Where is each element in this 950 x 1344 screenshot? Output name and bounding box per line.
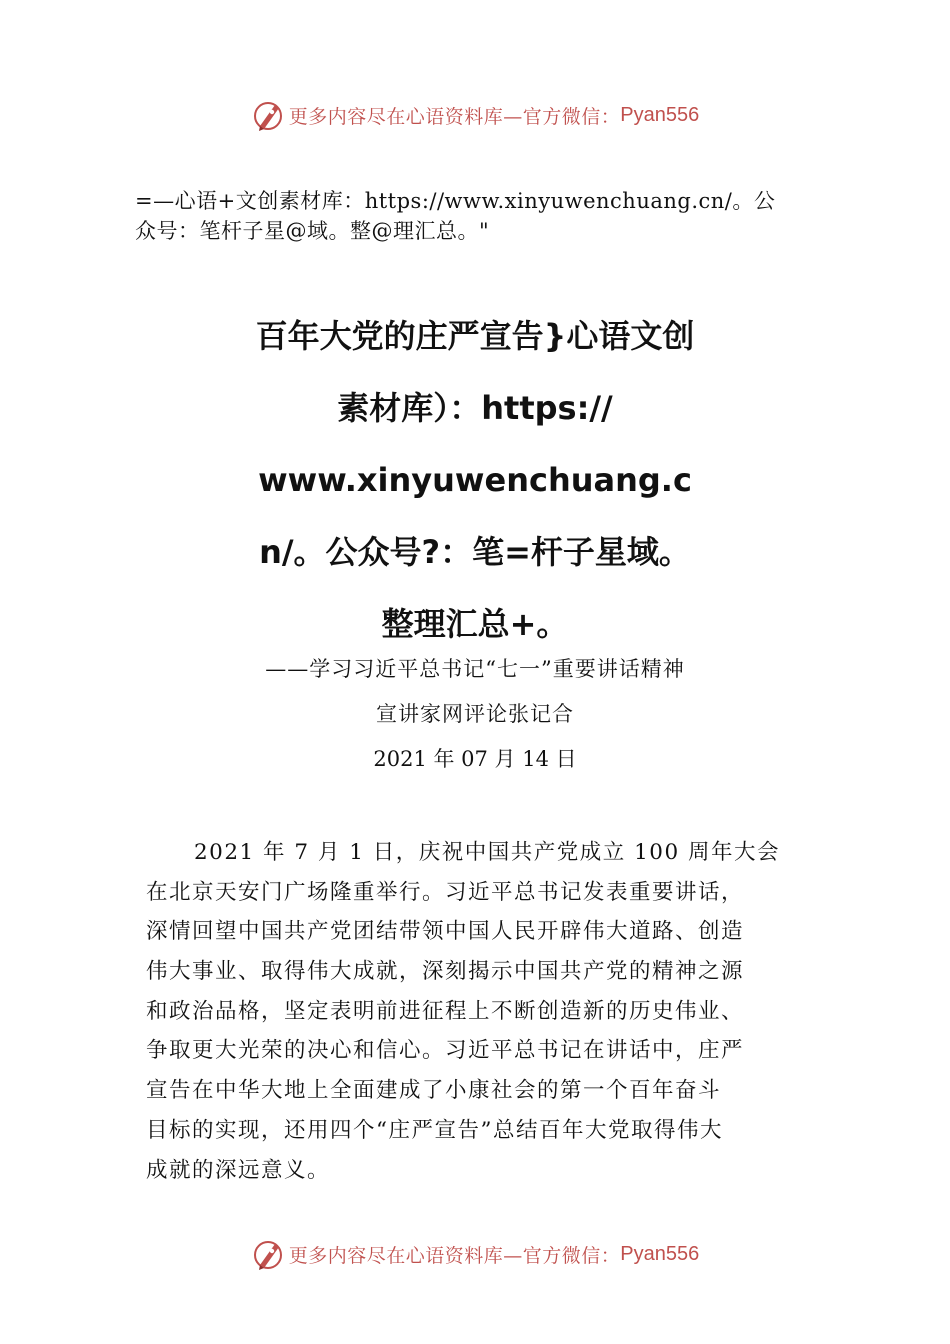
body-paragraph — [146, 833, 806, 1190]
header-note — [135, 186, 835, 246]
body-line: 宣告在中华大地上全面建成了小康社会的第一个百年奋斗 — [146, 1078, 722, 1104]
body-line: 伟大事业、取得伟大成就，深刻揭示中国共产党的精神之源 — [146, 959, 745, 985]
body-line: 在北京天安门广场隆重举行。习近平总书记发表重要讲话， — [146, 879, 745, 905]
pen-in-circle-icon — [251, 1237, 285, 1271]
watermark-handle: Pyan556 — [620, 1242, 700, 1265]
header-note-line: 众号：笔杆子星@域。整@理汇总。" — [135, 219, 490, 243]
document-subtitle: ——学习习近平总书记“七一”重要讲话精神 — [265, 657, 685, 681]
body-line: 目标的实现，还用四个“庄严宣告”总结百年大党取得伟大 — [146, 1117, 723, 1143]
watermark-handle: Pyan556 — [620, 103, 700, 126]
title-line: 百年大党的庄严宣告}心语文创 — [255, 317, 695, 355]
watermark-text: 更多内容尽在心语资料库—官方微信： — [288, 1244, 621, 1267]
pen-in-circle-icon — [251, 98, 285, 132]
title-line: 整理汇总+。 — [381, 605, 569, 643]
body-line: 成就的深远意义。 — [146, 1157, 331, 1183]
header-note-line: =—心语+文创素材库：https://www.xinyuwenchuang.cn/。公 — [135, 189, 776, 213]
body-line: 深情回望中国共产党团结带领中国人民开辟伟大道路、创造 — [146, 919, 745, 945]
body-line: 争取更大光荣的决心和信心。习近平总书记在讲话中，庄严 — [146, 1038, 745, 1064]
body-line: 2021 年 7 月 1 日，庆祝中国共产党成立 100 周年大会 — [194, 840, 780, 865]
body-line: 和政治品格，坚定表明前进征程上不断创造新的历史伟业、 — [146, 998, 745, 1024]
watermark-text: 更多内容尽在心语资料库—官方微信： — [288, 105, 621, 128]
title-line: www.xinyuwenchuang.c — [258, 461, 692, 499]
document-date: 2021 年 07 月 14 日 — [373, 747, 577, 771]
title-line: n/。公众号?：笔=杆子星域。 — [259, 533, 691, 571]
header-watermark — [0, 95, 950, 135]
footer-watermark — [0, 1234, 950, 1274]
document-author: 宣讲家网评论张记合 — [376, 702, 574, 726]
document-title — [160, 300, 790, 660]
title-line: 素材库）：https:// — [337, 389, 613, 427]
